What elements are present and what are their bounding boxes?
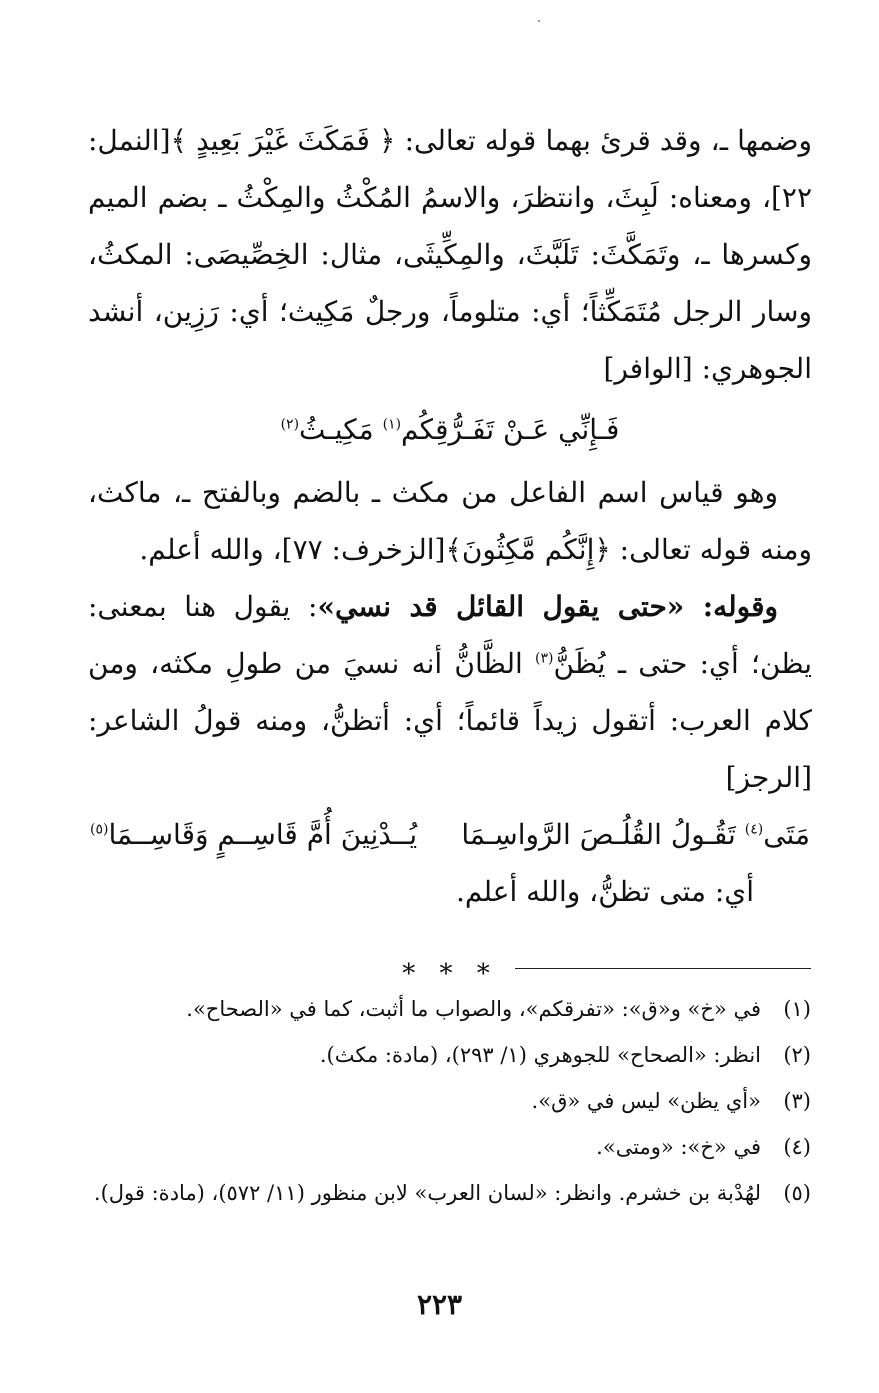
paragraph-text: : يقول هنا بمعنى: يظن؛ أي: حتى ـ يُظَنُّ [88,590,812,680]
footnote-text: انظر: «الصحاح» للجوهري (١/ ٢٩٣)، (مادة: مكث). [319,1043,761,1067]
quoted-phrase: وقوله: «حتى يقول القائل قد نسي» [317,590,778,623]
page-number: ٢٢٣ [416,1288,463,1321]
footnote-number: (٥) [783,1181,811,1205]
scan-speck [538,20,540,22]
verse-text: مَتَى [763,818,810,851]
verse-text: تَقُـولُ القُلُـصَ الرَّواسِـمَا [461,818,745,851]
footnote-ref-5: (٥) [90,821,109,838]
main-text [88,112,812,1003]
verse-second-hemistich [90,806,417,863]
footnote-text: في «خ»: «ومتى». [596,1135,761,1159]
section-separator: * * * [402,959,498,989]
paragraph-2: وهو قياس اسم الفاعل من مكث ـ بالضم وبالفتح ـ، ماكث، ومنه قوله تعالى: ﴿إِنَّكُم مَّكِثُونَ﴾[الزخرف: ٧٧]، والله أعلم. [88,476,812,566]
footnote-1 [66,986,811,1032]
paragraph-3 [88,578,812,806]
verse-text: يُــدْنِينَ أُمَّ قَاسِــمٍ وَقَاسِــمَا [108,818,418,851]
paragraph-text: الظَّانُّ أنه نسيَ من طولِ مكثه، ومن كلام العرب: أتقول زيداً قائماً؛ أي: أتظنُّ، ومنه قولُ الشاعر: [الرجز] [88,647,812,794]
footnote-ref-4: (٤) [744,821,764,838]
footnote-number: (٢) [783,1043,811,1067]
verse-first-hemistich [461,806,810,863]
footnote-ref-3: (٣) [535,650,554,667]
footnote-3 [66,1078,811,1124]
footnote-text: لهُدْبة بن خشرم. وانظر: «لسان العرب» لابن منظور (١١/ ٥٧٢)، (مادة: قول). [93,1181,761,1205]
footnote-number: (٤) [783,1135,811,1159]
verse-wafir [88,401,812,458]
footnote-ref-1: (١) [382,416,402,433]
verse-text: مَكِيـثُ [299,413,383,446]
footnote-number: (٣) [783,1089,811,1113]
footnote-text: «أي يظن» ليس في «ق». [531,1089,761,1113]
footnote-2 [66,1032,811,1078]
footnote-number: (١) [783,997,811,1021]
verse-text: فَـإِنِّي عَـنْ تَفَـرُّقِكُم [401,413,620,446]
footnote-separator [515,968,811,969]
paragraph-4: أي: متى تظنُّ، والله أعلم. [455,875,754,908]
footnote-ref-2: (٢) [280,416,300,433]
footnote-text: في «خ» و«ق»: «تفرقكم»، والصواب ما أثبت، كما في «الصحاح». [186,997,761,1021]
footnote-5 [66,1170,811,1216]
footnote-4 [66,1124,811,1170]
footnotes [66,986,811,1216]
verse-rajaz [88,806,812,863]
paragraph-1: وضمها ـ، وقد قرئ بهما قوله تعالى: ﴿ فَمَكَثَ غَيْرَ بَعِيدٍ ﴾[النمل: ٢٢]، ومعناه: لَبِثَ، وانتظرَ، والاسمُ المُكْثُ والمِكْثُ ـ بضم الميم وكسرها ـ، وتَمَكَّثَ: تَلَبَّثَ، والمِكِّيثَى، مثال: الخِصِّيصَى: المكثُ، وسار الرجل مُتَمَكِّثاً؛ أي: متلوماً، ورجلٌ مَكِيث؛ أي: رَزِين، أنشد الجوهري: [الوافر] [88,124,812,385]
